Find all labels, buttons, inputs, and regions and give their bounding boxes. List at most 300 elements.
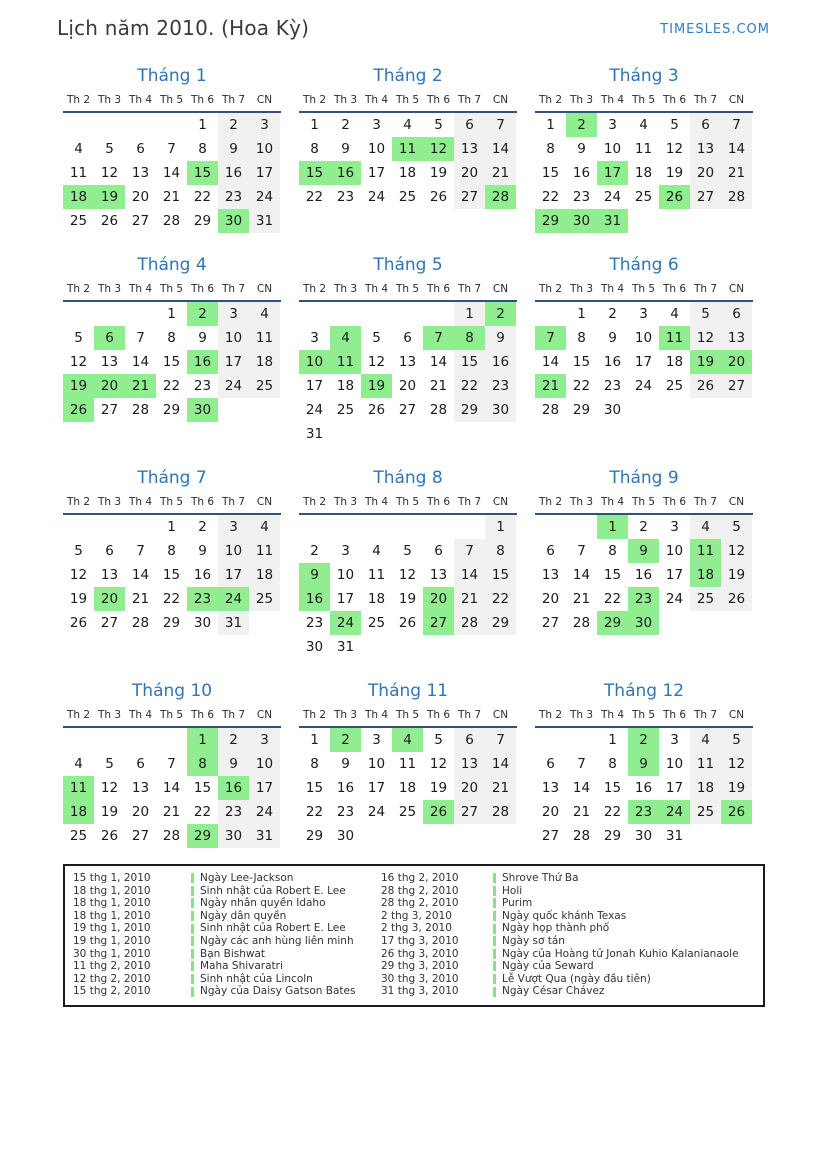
day-cell: 6: [454, 728, 485, 752]
holiday-date: 17 thg 3, 2010: [381, 934, 459, 947]
day-cell: 4: [74, 756, 83, 772]
day-cell: 9: [608, 330, 617, 346]
day-cell: 5: [105, 141, 114, 157]
holiday-date: 19 thg 1, 2010: [73, 922, 151, 935]
day-cell: 11: [398, 756, 417, 772]
day-cell: 24: [249, 185, 280, 209]
day-cell-empty: [63, 113, 94, 137]
day-cell: 6: [454, 113, 485, 137]
day-cell: 31: [249, 209, 280, 233]
day-cell: 12: [69, 354, 88, 370]
weekday-header: Th 7: [693, 496, 718, 508]
day-cell: 10: [603, 141, 622, 157]
day-cell: 12: [690, 326, 721, 350]
day-cell: 10: [665, 756, 684, 772]
holiday-entry-row: [73, 960, 755, 973]
day-cell: 26: [69, 615, 88, 631]
day-cell: 15: [603, 567, 622, 583]
day-cell: 13: [541, 780, 560, 796]
day-cell: 29: [305, 828, 324, 844]
holiday-tick-icon: [493, 974, 496, 984]
holiday-name: [493, 973, 755, 986]
day-cell: 30: [218, 824, 249, 848]
weekday-header-row: [63, 92, 281, 113]
holiday-date: 18 thg 1, 2010: [73, 897, 151, 910]
day-cell: 19: [721, 776, 752, 800]
holiday-name: [191, 910, 381, 923]
day-cell: 7: [485, 113, 516, 137]
day-cell: 2: [310, 543, 319, 559]
day-cell: 1: [167, 519, 176, 535]
day-cell: 13: [454, 752, 485, 776]
day-cell: 4: [670, 306, 679, 322]
day-cell: 29: [535, 209, 566, 233]
day-cell: 12: [429, 756, 448, 772]
day-cell: 29: [162, 402, 181, 418]
day-cell: 21: [535, 374, 566, 398]
holiday-tick-icon: [493, 911, 496, 921]
day-cell: 23: [187, 587, 218, 611]
day-cell: 29: [485, 611, 516, 635]
day-cell: 13: [690, 137, 721, 161]
day-cell: 6: [403, 330, 412, 346]
day-cell: 2: [341, 117, 350, 133]
day-cell: 15: [305, 780, 324, 796]
day-cell: 10: [218, 326, 249, 350]
day-cell: 15: [603, 780, 622, 796]
holiday-entry-row: [73, 935, 755, 948]
weekday-header: Th 2: [66, 283, 91, 295]
day-cell: 24: [367, 189, 386, 205]
day-cell: 24: [305, 402, 324, 418]
day-cell: 21: [721, 161, 752, 185]
day-cell: 14: [541, 354, 560, 370]
day-cell-empty: [94, 515, 125, 539]
day-cell: 17: [665, 780, 684, 796]
day-cell: 17: [597, 161, 628, 185]
days-grid: [535, 515, 753, 635]
day-cell: 5: [105, 756, 114, 772]
month-10: [63, 681, 281, 848]
holiday-tick-icon: [191, 974, 194, 984]
day-cell: 16: [218, 776, 249, 800]
day-cell: 21: [454, 587, 485, 611]
day-cell: 25: [249, 587, 280, 611]
day-cell: 6: [94, 326, 125, 350]
day-cell: 26: [100, 213, 119, 229]
day-cell-empty: [392, 302, 423, 326]
day-cell: 20: [398, 378, 417, 394]
day-cell: 1: [577, 306, 586, 322]
day-cell: 20: [454, 161, 485, 185]
day-cell: 14: [429, 354, 448, 370]
day-cell: 29: [193, 213, 212, 229]
day-cell: 30: [336, 828, 355, 844]
day-cell: 4: [330, 326, 361, 350]
day-cell: 15: [541, 165, 560, 181]
weekday-header: Th 7: [221, 283, 246, 295]
day-cell: 26: [429, 189, 448, 205]
day-cell: 16: [187, 350, 218, 374]
day-cell: 13: [454, 137, 485, 161]
day-cell: 2: [187, 302, 218, 326]
day-cell: 17: [218, 563, 249, 587]
day-cell: 5: [403, 543, 412, 559]
holiday-entry-row: [73, 872, 755, 885]
holiday-name-text: Sinh nhật của Lincoln: [200, 972, 313, 985]
day-cell: 6: [105, 543, 114, 559]
days-grid: [63, 728, 281, 848]
weekday-header: Th 4: [600, 283, 625, 295]
day-cell: 21: [162, 804, 181, 820]
holiday-name-text: Ngày dân quyền: [200, 909, 287, 922]
day-cell: 8: [198, 141, 207, 157]
day-cell: 15: [572, 354, 591, 370]
day-cell: 20: [94, 587, 125, 611]
day-cell: 27: [690, 185, 721, 209]
day-cell: 26: [659, 185, 690, 209]
day-cell: 12: [721, 752, 752, 776]
day-cell: 19: [398, 591, 417, 607]
holiday-tick-icon: [191, 886, 194, 896]
day-cell: 4: [403, 117, 412, 133]
day-cell: 28: [454, 611, 485, 635]
day-cell: 31: [597, 209, 628, 233]
weekday-header: Th 7: [693, 709, 718, 721]
day-cell: 11: [63, 776, 94, 800]
day-cell: 25: [665, 378, 684, 394]
day-cell: 4: [249, 515, 280, 539]
day-cell: 29: [603, 828, 622, 844]
weekday-header: Th 3: [97, 94, 122, 106]
day-cell: 14: [572, 567, 591, 583]
day-cell: 11: [690, 539, 721, 563]
day-cell: 19: [361, 374, 392, 398]
days-grid: [63, 515, 281, 635]
day-cell: 22: [454, 374, 485, 398]
day-cell: 27: [131, 213, 150, 229]
brand-link[interactable]: TIMESLES.COM: [660, 22, 770, 37]
holiday-name-text: Ngày César Chávez: [502, 985, 605, 998]
day-cell: 6: [136, 141, 145, 157]
day-cell: 25: [690, 800, 721, 824]
day-cell: 23: [336, 189, 355, 205]
day-cell: 16: [603, 354, 622, 370]
weekday-header-row: [299, 92, 517, 113]
weekday-header: Th 5: [395, 709, 420, 721]
day-cell: 15: [299, 161, 330, 185]
day-cell: 27: [398, 402, 417, 418]
day-cell: 21: [162, 189, 181, 205]
weekday-header: Th 5: [395, 94, 420, 106]
day-cell: 25: [690, 587, 721, 611]
holiday-name: [493, 935, 755, 948]
day-cell: 4: [372, 543, 381, 559]
day-cell: 18: [665, 354, 684, 370]
page-title: Lịch năm 2010. (Hoa Kỳ): [57, 16, 310, 40]
day-cell: 18: [336, 378, 355, 394]
day-cell: 19: [665, 165, 684, 181]
holiday-date: 28 thg 2, 2010: [381, 897, 459, 910]
month-title: Tháng 3: [609, 66, 679, 86]
holiday-name-text: Ngày quốc khánh Texas: [502, 909, 627, 922]
weekday-header-row: [299, 707, 517, 728]
weekday-header: Th 4: [128, 709, 153, 721]
day-cell: 9: [341, 756, 350, 772]
day-cell: 3: [310, 330, 319, 346]
day-cell: 31: [665, 828, 684, 844]
holiday-name-text: Holi: [502, 884, 523, 897]
day-cell: 30: [218, 209, 249, 233]
day-cell: 30: [485, 398, 516, 422]
day-cell: 4: [249, 302, 280, 326]
day-cell: 5: [434, 732, 443, 748]
day-cell: 2: [608, 306, 617, 322]
day-cell: 5: [434, 117, 443, 133]
holiday-tick-icon: [493, 873, 496, 883]
holiday-tick-icon: [493, 886, 496, 896]
day-cell: 29: [454, 398, 485, 422]
weekday-header: Th 6: [426, 496, 451, 508]
day-cell: 14: [162, 165, 181, 181]
day-cell: 24: [330, 611, 361, 635]
day-cell: 23: [218, 185, 249, 209]
weekday-header: Th 6: [662, 283, 687, 295]
day-cell: 12: [423, 137, 454, 161]
weekday-header: Th 3: [333, 709, 358, 721]
day-cell: 4: [690, 728, 721, 752]
day-cell: 1: [310, 732, 319, 748]
day-cell: 9: [577, 141, 586, 157]
day-cell: 18: [634, 165, 653, 181]
day-cell: 9: [485, 326, 516, 350]
month-title: Tháng 6: [609, 255, 679, 275]
weekday-header: Th 3: [97, 283, 122, 295]
holiday-tick-icon: [191, 961, 194, 971]
holiday-date: 30 thg 3, 2010: [381, 972, 459, 985]
holiday-entry-row: [73, 985, 755, 998]
day-cell: 18: [249, 563, 280, 587]
days-grid: [299, 302, 517, 446]
day-cell-empty: [535, 515, 566, 539]
day-cell: 12: [69, 567, 88, 583]
month-title: Tháng 4: [137, 255, 207, 275]
day-cell-empty: [125, 728, 156, 752]
day-cell: 2: [628, 728, 659, 752]
day-cell-empty: [566, 728, 597, 752]
days-grid: [299, 515, 517, 659]
day-cell: 14: [162, 780, 181, 796]
day-cell: 24: [634, 378, 653, 394]
day-cell: 18: [63, 800, 94, 824]
day-cell: 25: [69, 828, 88, 844]
day-cell: 1: [597, 515, 628, 539]
day-cell: 3: [218, 515, 249, 539]
weekday-header-row: [535, 281, 753, 302]
day-cell: 24: [218, 587, 249, 611]
day-cell: 2: [485, 302, 516, 326]
month-title: Tháng 11: [367, 681, 449, 701]
weekday-header: Th 2: [302, 94, 327, 106]
day-cell: 18: [398, 165, 417, 181]
day-cell: 11: [634, 141, 653, 157]
day-cell: 2: [566, 113, 597, 137]
day-cell: 20: [131, 189, 150, 205]
day-cell: 10: [299, 350, 330, 374]
day-cell-empty: [330, 515, 361, 539]
day-cell: 25: [367, 615, 386, 631]
day-cell: 22: [305, 804, 324, 820]
holiday-name-text: Ngày nhân quyền Idaho: [200, 897, 326, 910]
day-cell: 5: [690, 302, 721, 326]
weekday-header: Th 7: [457, 709, 482, 721]
day-cell: 28: [541, 402, 560, 418]
day-cell: 5: [372, 330, 381, 346]
holiday-tick-icon: [191, 911, 194, 921]
day-cell-empty: [125, 515, 156, 539]
month-8: [299, 468, 517, 659]
weekday-header: CN: [256, 94, 273, 106]
day-cell: 28: [721, 185, 752, 209]
holiday-entry-row: [73, 948, 755, 961]
day-cell-empty: [156, 728, 187, 752]
holiday-date: 31 thg 3, 2010: [381, 985, 459, 998]
day-cell: 3: [670, 732, 679, 748]
day-cell: 26: [721, 587, 752, 611]
day-cell: 22: [162, 378, 181, 394]
day-cell: 21: [125, 374, 156, 398]
day-cell: 27: [423, 611, 454, 635]
holiday-name-text: Purim: [502, 897, 533, 910]
day-cell: 12: [367, 354, 386, 370]
day-cell: 22: [305, 189, 324, 205]
weekday-header: Th 2: [66, 496, 91, 508]
day-cell: 6: [546, 756, 555, 772]
month-9: [535, 468, 753, 635]
day-cell: 18: [690, 776, 721, 800]
holiday-name-text: Ngày của Daisy Gatson Bates: [200, 985, 356, 998]
day-cell: 13: [100, 354, 119, 370]
day-cell: 8: [485, 539, 516, 563]
day-cell: 13: [100, 567, 119, 583]
holiday-name-text: Ngày Lee-Jackson: [200, 872, 294, 884]
day-cell: 7: [721, 113, 752, 137]
holiday-name: [493, 922, 755, 935]
days-grid: [63, 302, 281, 422]
day-cell: 13: [131, 780, 150, 796]
weekday-header-row: [299, 494, 517, 515]
day-cell: 5: [74, 543, 83, 559]
day-cell: 6: [690, 113, 721, 137]
day-cell: 26: [100, 828, 119, 844]
day-cell-empty: [63, 728, 94, 752]
weekday-header: Th 2: [538, 283, 563, 295]
weekday-header: Th 7: [693, 94, 718, 106]
day-cell: 20: [541, 804, 560, 820]
day-cell: 8: [608, 543, 617, 559]
day-cell: 23: [305, 615, 324, 631]
days-grid: [63, 113, 281, 233]
weekday-header: Th 3: [569, 94, 594, 106]
day-cell: 30: [566, 209, 597, 233]
day-cell: 16: [485, 350, 516, 374]
weekday-header: Th 6: [190, 496, 215, 508]
holiday-date: 29 thg 3, 2010: [381, 960, 459, 973]
day-cell: 30: [603, 402, 622, 418]
day-cell: 27: [541, 615, 560, 631]
weekday-header: Th 4: [128, 94, 153, 106]
month-title: Tháng 8: [373, 468, 443, 488]
weekday-header: Th 5: [395, 283, 420, 295]
day-cell: 23: [628, 587, 659, 611]
day-cell: 12: [398, 567, 417, 583]
weekday-header: CN: [492, 496, 509, 508]
holiday-date: 19 thg 1, 2010: [73, 934, 151, 947]
holiday-tick-icon: [493, 936, 496, 946]
weekday-header: CN: [728, 283, 745, 295]
weekday-header: Th 2: [66, 94, 91, 106]
day-cell: 30: [634, 828, 653, 844]
day-cell: 26: [398, 615, 417, 631]
day-cell: 4: [690, 515, 721, 539]
day-cell: 7: [454, 539, 485, 563]
weekday-header: Th 7: [221, 496, 246, 508]
day-cell: 5: [721, 515, 752, 539]
day-cell: 28: [485, 800, 516, 824]
day-cell: 4: [392, 728, 423, 752]
day-cell: 22: [193, 804, 212, 820]
day-cell-empty: [392, 515, 423, 539]
day-cell: 10: [665, 543, 684, 559]
day-cell: 5: [721, 728, 752, 752]
day-cell: 28: [429, 402, 448, 418]
day-cell: 16: [634, 780, 653, 796]
day-cell: 2: [330, 728, 361, 752]
day-cell: 14: [721, 137, 752, 161]
holiday-tick-icon: [191, 873, 194, 883]
holiday-date: 15 thg 2, 2010: [73, 985, 151, 998]
weekday-header: Th 7: [693, 283, 718, 295]
day-cell: 9: [341, 141, 350, 157]
day-cell: 28: [572, 615, 591, 631]
day-cell-empty: [125, 113, 156, 137]
holiday-date: 12 thg 2, 2010: [73, 972, 151, 985]
day-cell: 14: [131, 354, 150, 370]
day-cell: 3: [249, 728, 280, 752]
day-cell: 12: [721, 539, 752, 563]
day-cell: 30: [193, 615, 212, 631]
day-cell: 23: [572, 189, 591, 205]
day-cell: 7: [577, 543, 586, 559]
month-title: Tháng 9: [609, 468, 679, 488]
day-cell: 15: [193, 780, 212, 796]
day-cell: 5: [670, 117, 679, 133]
day-cell: 25: [398, 189, 417, 205]
holiday-name: [191, 973, 381, 986]
day-cell: 1: [454, 302, 485, 326]
day-cell: 19: [721, 563, 752, 587]
day-cell: 11: [249, 539, 280, 563]
weekday-header: Th 5: [159, 496, 184, 508]
holiday-tick-icon: [191, 898, 194, 908]
day-cell: 13: [429, 567, 448, 583]
day-cell: 17: [336, 591, 355, 607]
day-cell: 29: [597, 611, 628, 635]
holiday-tick-icon: [493, 961, 496, 971]
day-cell: 14: [454, 563, 485, 587]
holiday-entry-row: [73, 922, 755, 935]
day-cell: 16: [299, 587, 330, 611]
